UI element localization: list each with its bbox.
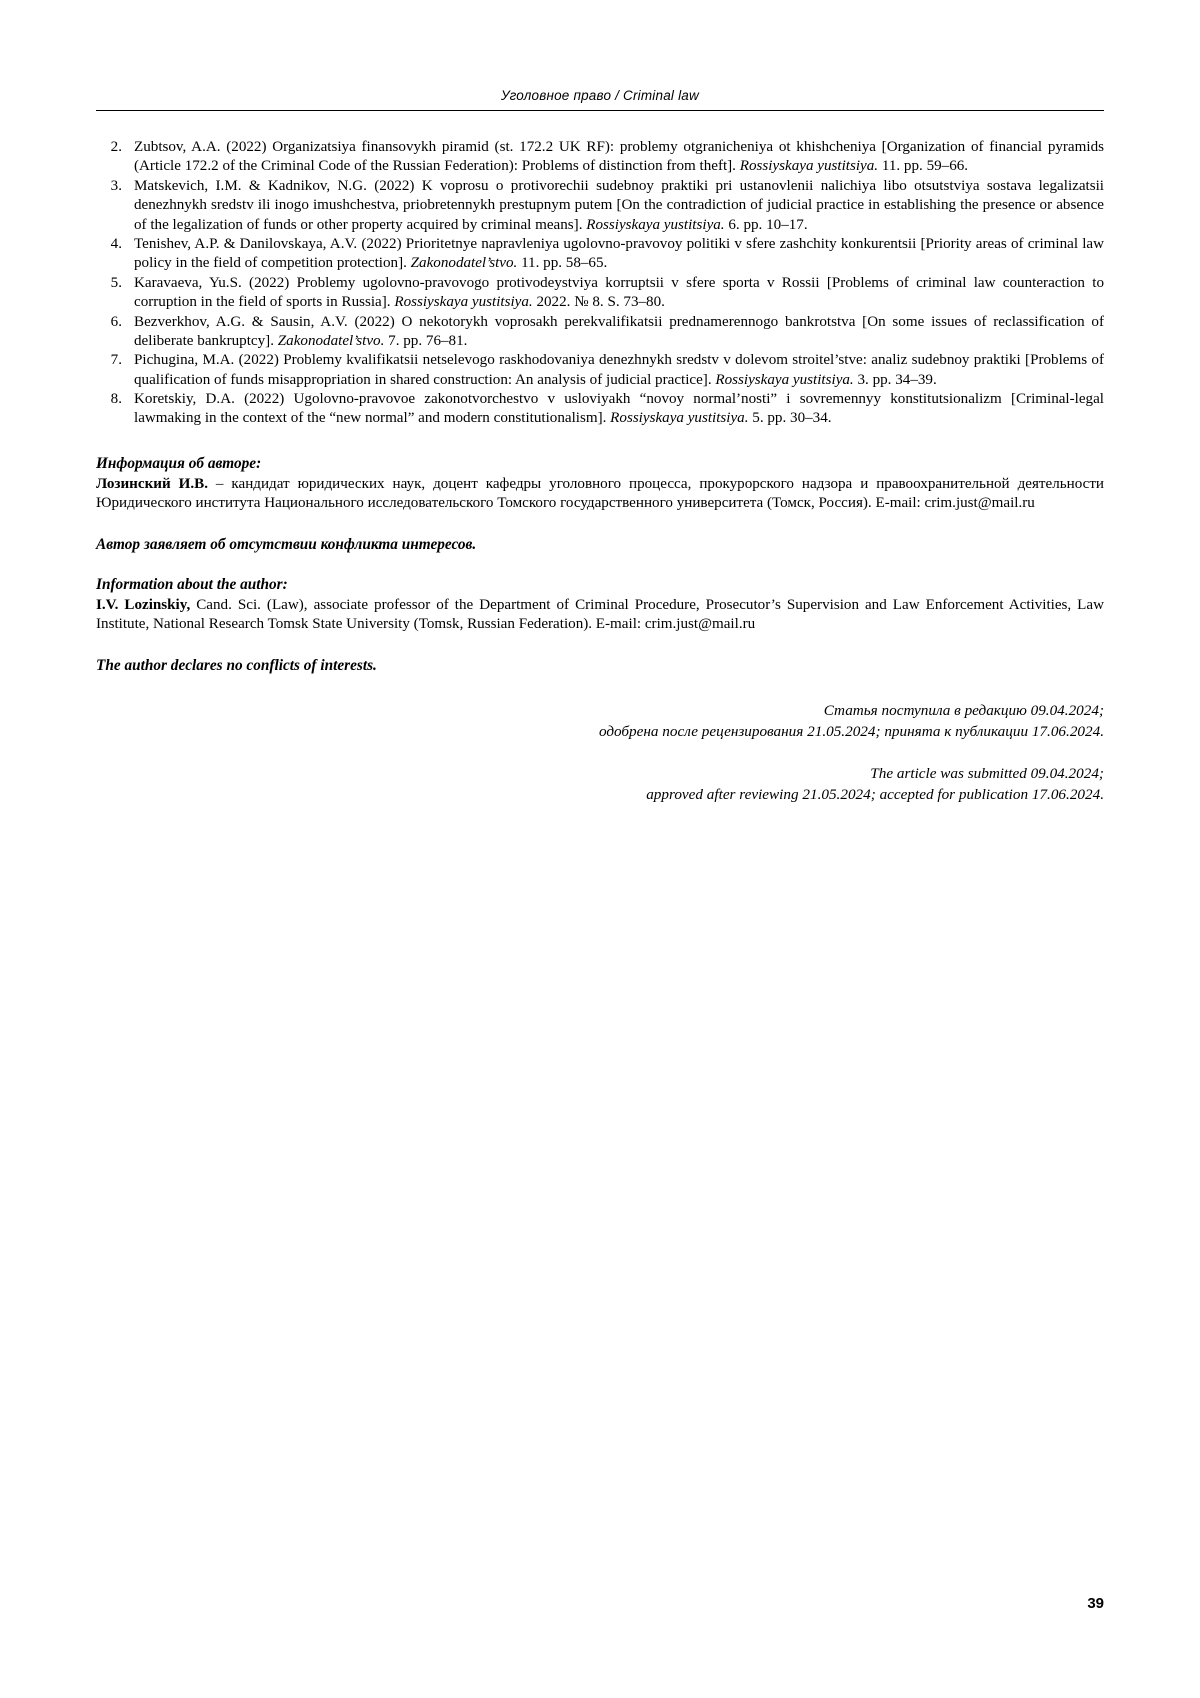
reference-number: 5. — [110, 274, 122, 291]
list-item — [96, 390, 1104, 429]
spacer — [96, 635, 1104, 657]
spacer — [96, 675, 1104, 701]
author-info-ru-text: Лозинский И.В. – кандидат юридических наук, доцент кафедры уголовного процесса, прокурорского надзора и правоохранительной деятельности Юридического института Национального исследовательского Томского государственного университета (Томск, Россия). E-mail: crim.just@mail.ru — [96, 475, 1104, 512]
reference-number: 8. — [110, 391, 122, 408]
spacer — [96, 429, 1104, 455]
reference-number: 3. — [110, 177, 122, 194]
reference-list — [96, 138, 1104, 429]
list-item — [96, 177, 1104, 235]
running-head: Уголовное право / Criminal law — [501, 88, 699, 103]
list-item — [96, 313, 1104, 352]
reference-text: Tenishev, A.P. & Danilovskaya, A.V. (2022) Prioritetnye napravleniya ugolovno-pravovoy politiki v sfere zashchity konkurentsii [Priority areas of criminal law policy in the field of competition protection]. Zakonodatel’stvo. 11. pp. 58–65. — [134, 235, 1104, 272]
reference-text: Bezverkhov, A.G. & Sausin, A.V. (2022) O nekotorykh voprosakh perekvalifikatsii prednamerennogo bankrotstva [On some issues of reclassification of deliberate bankruptcy]. Zakonodatel’stvo. 7. pp. 76–81. — [134, 313, 1104, 349]
list-item — [96, 138, 1104, 177]
list-item — [96, 235, 1104, 274]
reference-text: Karavaeva, Yu.S. (2022) Problemy ugolovno-pravovogo protivodeystviya korruptsii v sfere sporta v Rossii [Problems of criminal law counteraction to corruption in the field of sports in Russia]. Rossiyskaya yustitsiya. 2022. № 8. S. 73–80. — [134, 274, 1104, 311]
reference-number: 7. — [110, 352, 122, 369]
author-info-ru-heading: Информация об авторе: — [96, 454, 262, 472]
spacer — [96, 514, 1104, 536]
page-content — [96, 138, 1104, 805]
author-info-en-heading: Information about the author: — [96, 575, 288, 593]
reference-text: Koretskiy, D.A. (2022) Ugolovno-pravovoe zakonotvorchestvo v usloviyakh “novoy normal’nosti” i sovremennyy konstitutsionalizm [Criminal-legal lawmaking in the context of the “new normal” and modern constitutionalism]. Rossiyskaya yustitsiya. 5. pp. 30–34. — [134, 391, 1104, 427]
submission-dates-ru: Статья поступила в редакцию 09.04.2024; одобрена после рецензирования 21.05.2024; принята к публикации 17.06.2024. — [598, 701, 1104, 740]
page-number: 39 — [1087, 1595, 1104, 1612]
reference-text: Matskevich, I.M. & Kadnikov, N.G. (2022) K voprosu o protivorechii sudebnoy praktiki pri ustanovlenii nalichiya libo otsutstviya sostava legalizatsii denezhnykh sredstv ili inogo imushchestva, priobretennykh prestupnym putem [On the contradiction of judicial practice in establishing the presence or absence of the legalization of funds or other property acquired by criminal means]. Rossiyskaya yustitsiya. 6. pp. 10–17. — [134, 177, 1104, 233]
list-item — [96, 274, 1104, 313]
header-divider — [96, 110, 1104, 111]
spacer — [96, 742, 1104, 764]
submission-dates-en: The article was submitted 09.04.2024; approved after reviewing 21.05.2024; accepted for publication 17.06.2024. — [646, 765, 1104, 803]
reference-number: 6. — [110, 313, 122, 330]
list-item — [96, 351, 1104, 390]
reference-text: Pichugina, M.A. (2022) Problemy kvalifikatsii netselevogo raskhodovaniya denezhnykh sredstv v dolevom stroitel’stve: analiz sudebnoy praktiki [Problems of qualification of funds misappropriation in shared construction: An analysis of judicial practice]. Rossiyskaya yustitsiya. 3. pp. 34–39. — [134, 352, 1104, 388]
conflict-statement-ru: Автор заявляет об отсутствии конфликта интересов. — [96, 535, 477, 553]
reference-text: Zubtsov, A.A. (2022) Organizatsiya finansovykh piramid (st. 172.2 UK RF): problemy otgranicheniya ot khishcheniya [Organization of financial pyramids (Article 172.2 of the Criminal Code of the Russian Federation): Problems of distinction from theft]. Rossiyskaya yustitsiya. 11. pp. 59–66. — [134, 139, 1104, 175]
author-info-en-text: I.V. Lozinskiy, Cand. Sci. (Law), associate professor of the Department of Criminal Procedure, Prosecutor’s Supervision and Law Enforcement Activities, Law Institute, National Research Tomsk State University (Tomsk, Russian Federation). E-mail: crim.just@mail.ru — [96, 596, 1104, 633]
reference-number: 2. — [110, 139, 122, 155]
conflict-statement-en: The author declares no conflicts of interests. — [96, 656, 377, 674]
reference-number: 4. — [110, 235, 122, 252]
spacer — [96, 554, 1104, 576]
